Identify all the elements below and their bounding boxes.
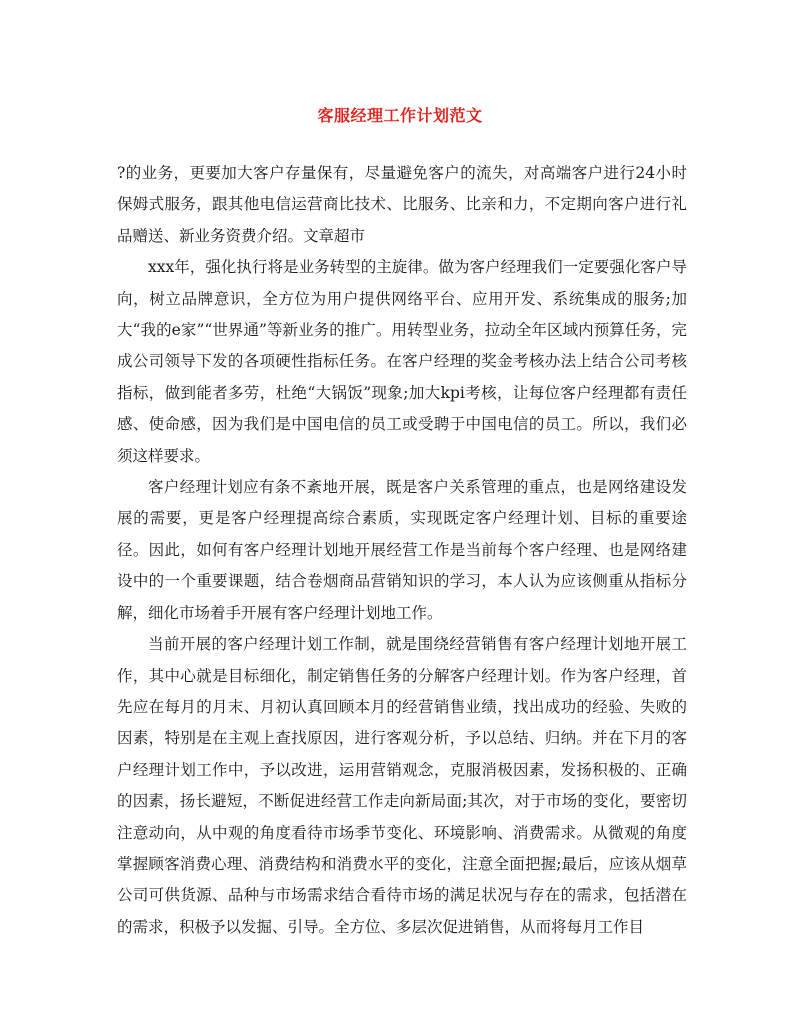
paragraph-xxx-year: xxx年，强化执行将是业务转型的主旋律。做为客户经理我们一定要强化客户导向，树立品牌意识，全方位为用户提供网络平台、应用开发、系统集成的服务;加大“我的e家”“世界通”等新业务的推广。用转型业务，拉动全年区域内预算任务，完成公司领导下发的各项硬性指标任务。在客户经理的奖金考核办法上结合公司考核指标，做到能者多劳，杜绝“大锅饭”现象;加大kpi考核，让每位客户经理都有责任感、使命感，因为我们是中国电信的员工或受聘于中国电信的员工。所以，我们必须这样要求。: [117, 258, 687, 465]
document-title: 客服经理工作计划范文: [317, 106, 483, 125]
paragraph-plan-orderly: 客户经理计划应有条不紊地开展，既是客户关系管理的重点，也是网络建设发展的需要，更是客户经理提高综合素质，实现既定客户经理计划、目标的重要途径。因此，如何有客户经理计划地开展经营工作是当前每个客户经理、也是网络建设中的一个重要课题，结合卷烟商品营销知识的学习，本人认为应该侧重从指标分解，细化市场着手开展有客户经理计划地工作。: [117, 478, 687, 622]
paragraph-current-work: 当前开展的客户经理计划工作制，就是围绕经营销售有客户经理计划地开展工作，其中心就是目标细化，制定销售任务的分解客户经理计划。作为客户经理，首先应在每月的月末、月初认真回顾本月的经营销售业绩，找出成功的经验、失败的因素，特别是在主观上查找原因，进行客观分析，予以总结、归纳。并在下月的客户经理计划工作中，予以改进，运用营销观念，克服消极因素，发扬积极的、正确的因素，扬长避短，不断促进经营工作走向新局面;其次，对于市场的变化，要密切注意动向，从中观的角度看待市场季节变化、环境影响、消费需求。从微观的角度掌握顾客消费心理、消费结构和消费水平的变化，注意全面把握;最后，应该从烟草公司可供货源、品种与市场需求结合看待市场的满足状况与存在的需求，包括潜在的需求，积极予以发掘、引导。全方位、多层次促进销售，从而将每月工作目: [117, 635, 687, 936]
document-body: [117, 158, 687, 943]
paragraph-continuation: ?的业务，更要加大客户存量保有，尽量避免客户的流失，对高端客户进行24小时保姆式服务，跟其他电信运营商比技术、比服务、比亲和力，不定期向客户进行礼品赠送、新业务资费介绍。文章超市: [117, 164, 687, 245]
